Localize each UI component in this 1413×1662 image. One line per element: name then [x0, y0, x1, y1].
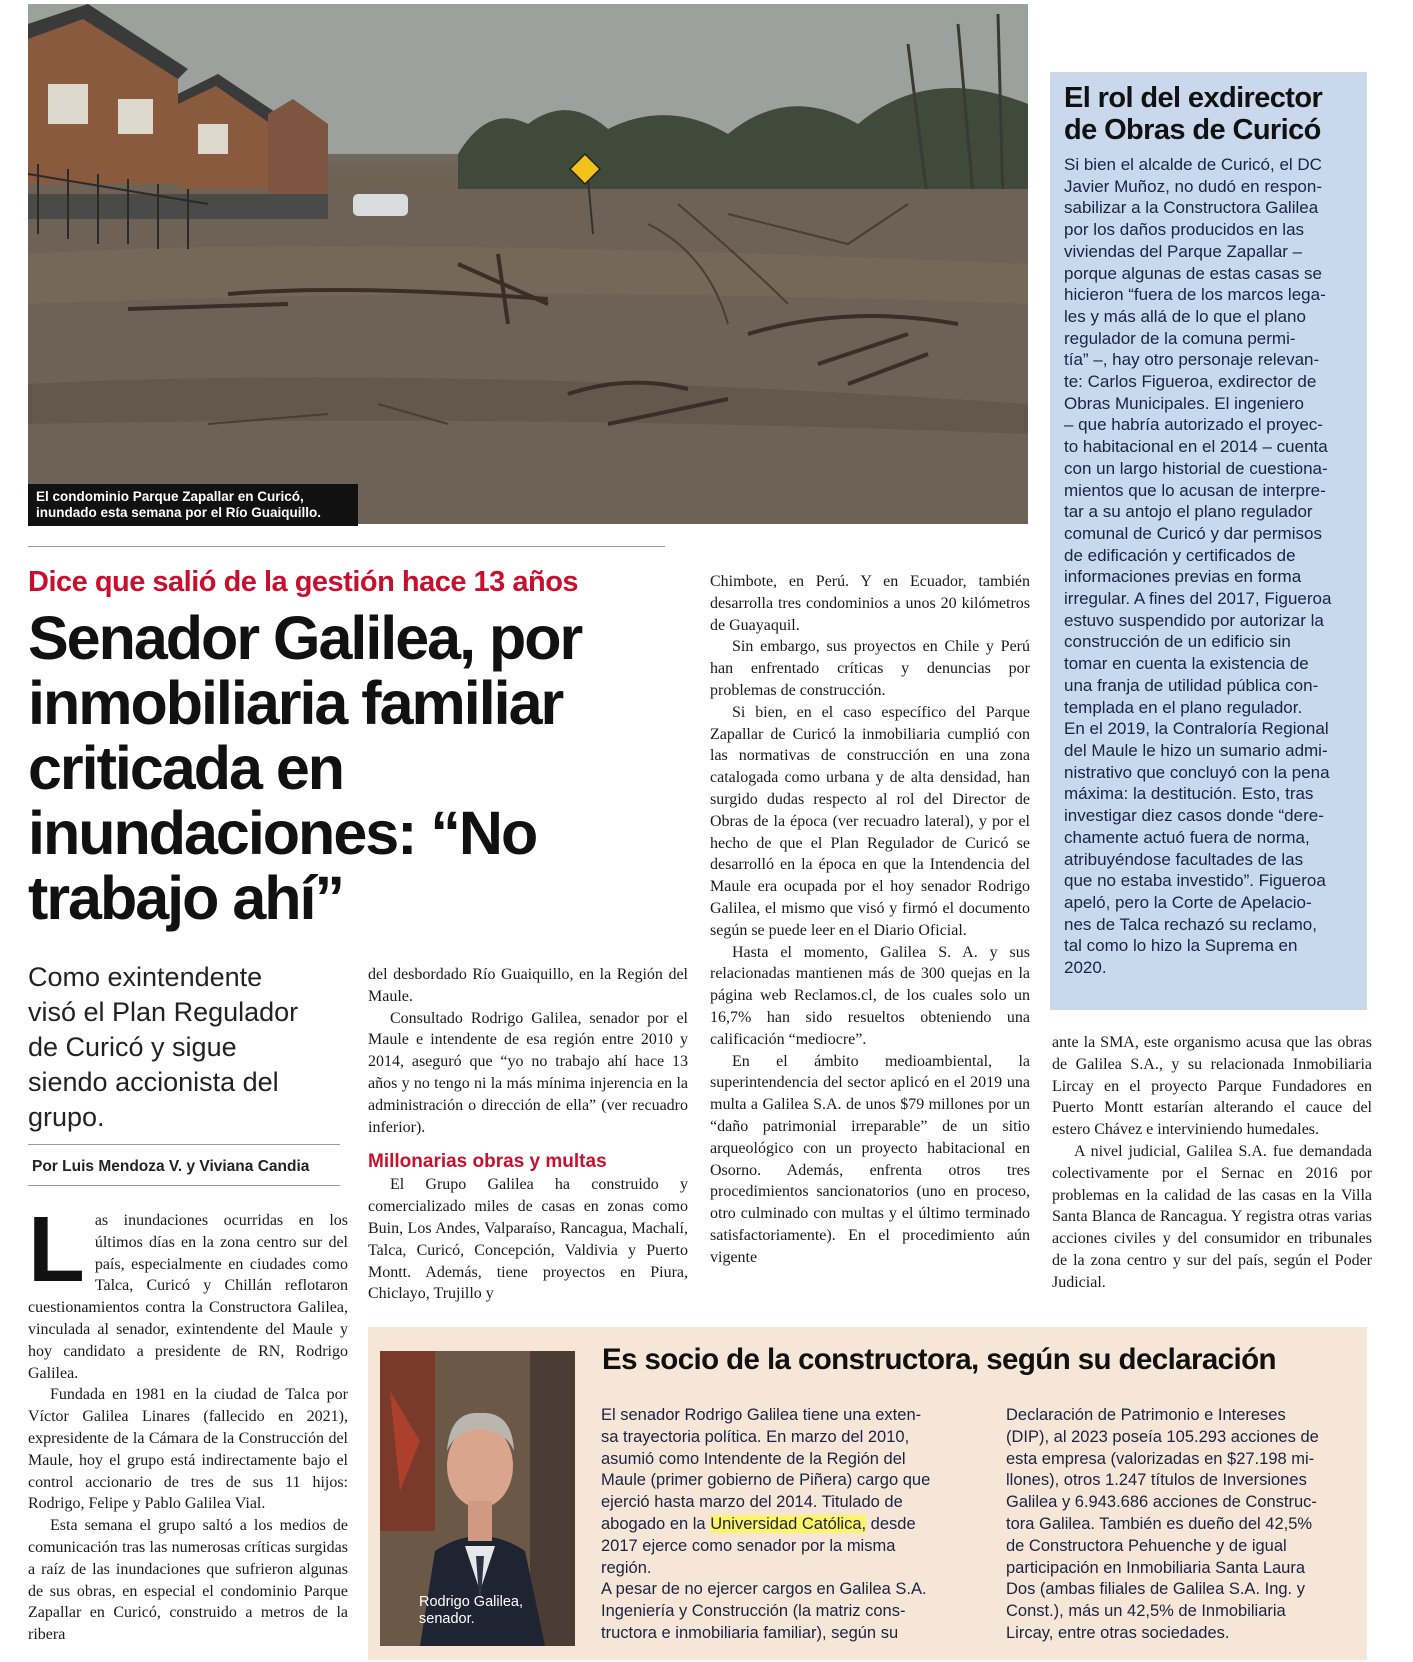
divider — [28, 546, 665, 547]
paragraph: ante la SMA, este organismo acusa que las obras de Galilea S.A., y su relacionada Inmobiliaria Lircay en el proyecto Parque Fundadores en Puerto Montt estarían alterando el cauce del estero Chávez e interviniendo humedales. — [1052, 1034, 1372, 1139]
deck: Como exintendente visó el Plan Regulador de Curicó y sigue siendo accionista del grupo. — [28, 962, 299, 1132]
article-column-2 — [368, 964, 688, 1305]
paragraph: as inundaciones ocurridas en los últimos días en la zona centro sur del país, especialmente en ciudades como Talca, Curicó y Chillán reflotaron cuestionamientos contra la Constructora Galilea, vinculada al senador, exintendente del Maule y hoy candidato a presidente de RN, Rodrigo Galilea. — [28, 1212, 348, 1382]
box-title: Es socio de la constructora, según su declaración — [602, 1343, 1276, 1376]
divider — [28, 1185, 340, 1186]
flood-photo-illustration — [28, 4, 1028, 524]
paragraph: Esta semana el grupo saltó a los medios de comunicación tras las numerosas críticas surgidas a raíz de las inundaciones que sufrieron algunas de sus obras, en especial el condominio Parque Zapallar en Curicó, construido a metros de la ribera — [28, 1517, 348, 1644]
paragraph: A nivel judicial, Galilea S.A. fue demandada colectivamente por el Sernac en 2016 por problemas en la calidad de las casas en la Villa Santa Blanca de Rancagua. Y registra otras varias acciones civiles y del consumidor en tribunales de la zona centro y sur del país, según el Poder Judicial. — [1052, 1142, 1372, 1291]
senator-photo — [380, 1351, 575, 1646]
kicker: Dice que salió de la gestión hace 13 años — [28, 566, 579, 598]
paragraph: Sin embargo, sus proyectos en Chile y Perú han enfrentado críticas y denuncias por problemas de construcción. — [710, 638, 1030, 699]
paragraph: Chimbote, en Perú. Y en Ecuador, también desarrolla tres condominios a unos 20 kilómetros de Guayaquil. — [710, 573, 1030, 634]
box-text: El senador Rodrigo Galilea tiene una exten- sa trayectoria política. En marzo del 2010, asumió como Intendente de la Región del Maule (primer gobierno de Piñera) cargo que ejerció hasta marzo del 2014. Titulado de abogado en la — [601, 1406, 931, 1533]
paragraph: Hasta el momento, Galilea S. A. y sus relacionadas mantienen más de 300 quejas en la página web Reclamos.cl, de los cuales solo un 16,7% han sido resueltos obteniendo una calificación “mediocre”. — [710, 943, 1030, 1048]
photo-caption: El condominio Parque Zapallar en Curicó, inundado esta semana por el Río Guaiquillo. — [28, 484, 358, 526]
byline: Por Luis Mendoza V. y Viviana Candia — [32, 1158, 310, 1175]
paragraph: En el ámbito medioambiental, la superintendencia del sector aplicó en el 2019 una multa a Galilea S.A. de unos $79 millones por un “daño patrimonial irreparable” de un sitio arqueológico con un proyecto habitacional en Osorno. Además, enfrenta otros tres procedimientos sancionatorios (uno en proceso, otro culminado con multas y el último terminado satisfactoriamente). En el procedimiento aún vigente — [710, 1052, 1030, 1266]
sidebar-title: El rol del exdirector de Obras de Curicó — [1064, 82, 1323, 146]
sidebar-box — [1050, 72, 1367, 1010]
headline: Senador Galilea, por inmobiliaria familiar criticada en inundaciones: “No trabajo ahí” — [28, 604, 582, 932]
paragraph: El Grupo Galilea ha construido y comercializado miles de casas en zonas como Buin, Los Andes, Valparaíso, Rancagua, Machalí, Talca, Curicó, Concepción, Valdivia y Puerto Montt. Además, tiene proyectos en Piura, Chiclayo, Trujillo y — [368, 1176, 688, 1303]
article-column-3 — [710, 571, 1030, 1269]
drop-cap: L — [28, 1197, 85, 1301]
divider — [28, 1144, 340, 1145]
flood-photo — [28, 4, 1028, 524]
highlighted-text: Universidad Católica, — [710, 1514, 867, 1533]
box-column-1 — [601, 1405, 981, 1645]
article-column-1 — [28, 1197, 348, 1646]
box-column-2: Declaración de Patrimonio e Intereses (DIP), al 2023 poseía 105.293 acciones de esta empresa (valorizadas en $27.198 mi- llones), otros 1.247 títulos de Inversiones Galilea y 6.943.686 acciones de Construc- tora Galilea. También es dueño del 42,5% de Constructora Pehuenche y de igual participación en Inmobiliaria Santa Laura Dos (ambas filiales de Galilea S.A. Ing. y Const.), más un 42,5% de Inmobiliaria Lircay, entre otras sociedades. — [1006, 1406, 1319, 1642]
box-text: desde 2017 ejerce como senador por la misma región. A pesar de no ejercer cargos en Galilea S.A. Ingeniería y Construcción (la matriz cons- tructora e inmobiliaria familiar), según su — [601, 1514, 927, 1642]
paragraph: Si bien, en el caso específico del Parque Zapallar de Curicó la inmobiliaria cumplió con las normativas de construcción en una zona catalogada como urbana y de alta densidad, han surgido dudas respecto al rol del Director de Obras de la época (ver recuadro lateral), y por el hecho de que el Plan Regulador de Curicó se desarrolló en la época en que la Intendencia del Maule era ocupada por el hoy senador Rodrigo Galilea, el mismo que visó y firmó el documento según se puede leer en el Diario Oficial. — [710, 703, 1030, 939]
photo-caption: Rodrigo Galilea, senador. — [419, 1594, 523, 1627]
paragraph: del desbordado Río Guaiquillo, en la Región del Maule. — [368, 966, 688, 1005]
section-subhead: Millonarias obras y multas — [368, 1151, 607, 1173]
article-column-4 — [1052, 1032, 1372, 1294]
sidebar-body: Si bien el alcalde de Curicó, el DC Javier Muñoz, no dudó en respon- sabilizar a la Constructora Galilea por los daños producidos en las viviendas del Parque Zapallar – porque algunas de estas casas se hicieron “fuera de los marcos lega- les y más allá de lo que el plano regulador de la comuna permi- tía” –, hay otro personaje relevan- te: Carlos Figueroa, exdirector de Obras Municipales. El ingeniero – que habría autorizado el proyec- to habitacional en el 2014 – cuenta con un largo historial de cuestiona- mientos que lo acusan de interpre- tar a su antojo el plano regulador comunal de Curicó y dar permisos de edificación y certificados de informaciones previas en forma irregular. A fines del 2017, Figueroa estuvo suspendido por autorizar la construcción de un edificio sin tomar en cuenta la existencia de una franja de utilidad pública con- templada en el plano regulador. En el 2019, la Contraloría Regional del Maule le hizo un sumario admi- nistrativo que concluyó con la pena máxima: la destitución. Esto, tras investigar diez casos donde “dere- chamente actuó fuera de norma, atribuyéndose facultades de las que no estaba investido”. Figueroa apeló, pero la Corte de Apelacio- nes de Talca rechazó su reclamo, tal como lo hizo la Suprema en 2020. — [1064, 155, 1332, 978]
paragraph: Consultado Rodrigo Galilea, senador por el Maule e intendente de esa región entre 2010 y 2014, aseguró que “yo no trabajo ahí hace 13 años y no tengo ni la más mínima injerencia en la administración o dirección de ella” (ver recuadro inferior). — [368, 1009, 688, 1136]
paragraph: Fundada en 1981 en la ciudad de Talca por Víctor Galilea Linares (fallecido en 2021), expresidente de la Cámara de la Construcción del Maule, hoy el grupo está indirectamente bajo el control accionario de tres de sus 11 hijos: Rodrigo, Felipe y Pablo Galilea Vial. — [28, 1386, 348, 1513]
